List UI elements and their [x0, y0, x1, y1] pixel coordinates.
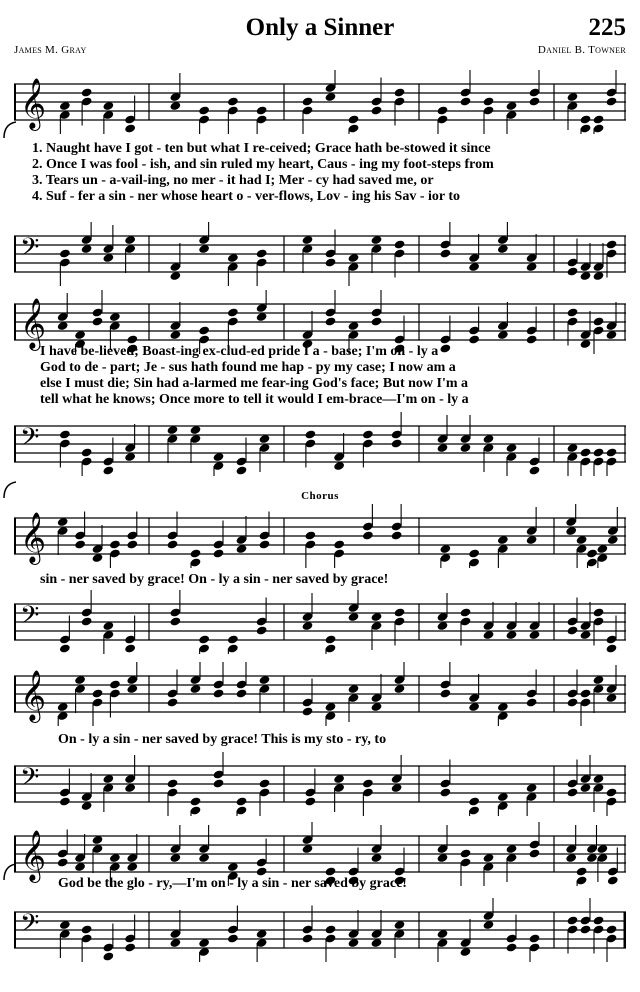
treble-staff-lines	[14, 70, 626, 134]
svg-text:𝄢: 𝄢	[20, 233, 40, 268]
system-3-bass-staff	[14, 590, 626, 654]
svg-text:𝄞: 𝄞	[20, 298, 47, 349]
chorus-line-1: sin - ner saved by grace! On - ly a sin - ner saved by grace!	[40, 572, 389, 587]
treble-staff-lines	[14, 662, 626, 726]
svg-text:𝄞: 𝄞	[20, 830, 47, 881]
svg-text:𝄞: 𝄞	[20, 78, 47, 129]
system-brace-icon	[2, 862, 16, 882]
system-5-bass-staff	[14, 898, 626, 962]
system-2-bass-staff	[14, 412, 626, 476]
verse-4-cont-line: tell what he knows; Once more to tell it would I em-brace—I'm on - ly a	[40, 392, 469, 407]
svg-text:𝄢: 𝄢	[20, 763, 40, 798]
treble-staff-lines	[14, 504, 626, 568]
bass-staff-lines	[14, 752, 626, 816]
bass-staff-lines	[14, 412, 626, 476]
svg-text:𝄢: 𝄢	[20, 909, 40, 944]
svg-text:𝄞: 𝄞	[20, 670, 47, 721]
svg-text:𝄢: 𝄢	[20, 601, 40, 636]
hymn-number: 225	[588, 14, 626, 41]
lyricist-credit: James M. Gray	[14, 44, 87, 56]
chorus-line-3: God be the glo - ry,—I'm on - ly a sin - ner saved by grace!	[58, 876, 407, 891]
verse-4-line: 4. Suf - fer a sin - ner whose heart o - ver-flows, Lov - ing his Sav - ior to	[32, 189, 461, 204]
system-4-treble-staff	[14, 662, 626, 726]
verse-1-line: 1. Naught have I got - ten but what I re-ceived; Grace hath be-stowed it since	[32, 141, 491, 156]
system-3-treble-staff	[14, 504, 626, 568]
chorus-line-2: On - ly a sin - ner saved by grace! This is my sto - ry, to	[58, 732, 387, 747]
bass-staff-lines	[14, 590, 626, 654]
chorus-label: Chorus	[301, 490, 339, 502]
hymn-title: Only a Sinner	[245, 14, 395, 41]
bass-staff-lines	[14, 898, 626, 962]
system-1-bass-staff	[14, 222, 626, 286]
system-4-bass-staff	[14, 752, 626, 816]
verse-2-line: 2. Once I was fool - ish, and sin ruled my heart, Caus - ing my foot-steps from	[32, 157, 494, 172]
svg-text:𝄞: 𝄞	[20, 512, 47, 563]
verse-2-cont-line: God to de - part; Je - sus hath found me hap - py my case; I now am a	[40, 360, 456, 375]
system-brace-icon	[2, 120, 16, 140]
verse-1-cont-line: I have be-lieved; Boast-ing ex-clud-ed pride I a - base; I'm on - ly a	[40, 344, 439, 359]
svg-text:𝄢: 𝄢	[20, 423, 40, 458]
bass-staff-lines	[14, 222, 626, 286]
system-1-treble-staff	[14, 70, 626, 134]
verse-3-line: 3. Tears un - a-vail-ing, no mer - it had I; Mer - cy had saved me, or	[32, 173, 434, 188]
verse-3-cont-line: else I must die; Sin had a-larmed me fear-ing God's face; But now I'm a	[40, 376, 469, 391]
composer-credit: Daniel B. Towner	[537, 44, 626, 56]
system-brace-icon	[2, 480, 16, 500]
